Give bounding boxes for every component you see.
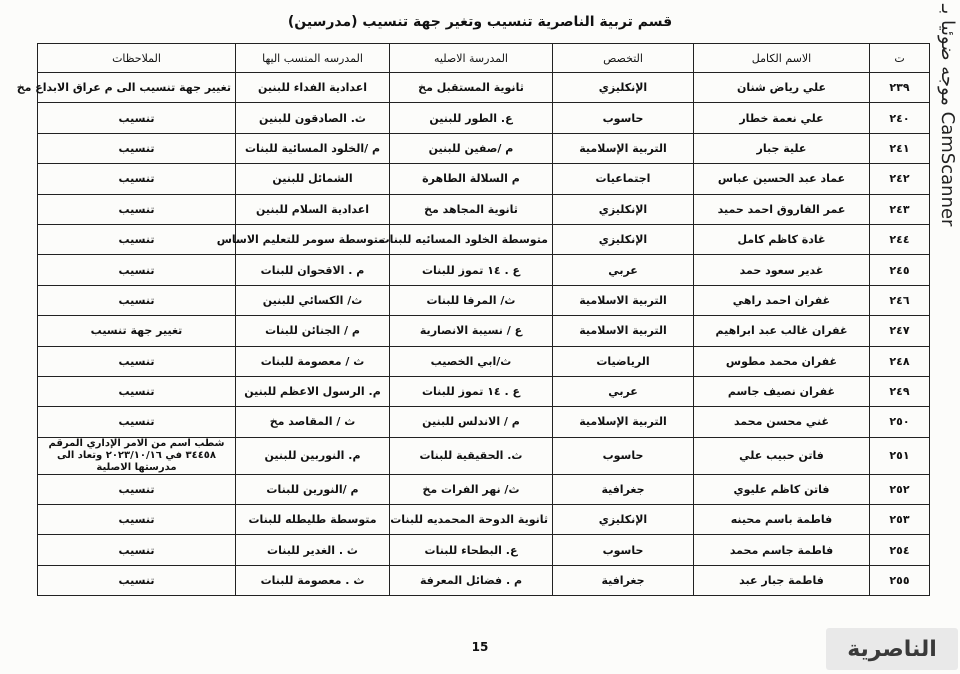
cell-notes: تنسيب xyxy=(38,164,236,194)
cell-destination-school: م /الخلود المسائية للبنات xyxy=(236,133,390,163)
cell-specialty: الإنكليزي xyxy=(553,194,694,224)
cell-num: ٢٤٧ xyxy=(870,316,930,346)
cell-num: ٢٤٥ xyxy=(870,255,930,285)
cell-name: غادة كاظم كامل xyxy=(694,224,870,254)
cell-specialty: التربية الاسلامية xyxy=(553,285,694,315)
cell-original-school: ع . ١٤ تموز للبنات xyxy=(390,376,553,406)
cell-destination-school: ث / المقاصد مخ xyxy=(236,407,390,437)
cell-specialty: حاسوب xyxy=(553,437,694,474)
cell-specialty: الإنكليزي xyxy=(553,505,694,535)
table-row xyxy=(38,346,930,376)
cell-original-school: ع / نسيبة الانصارية xyxy=(390,316,553,346)
cell-specialty: الرياضيات xyxy=(553,346,694,376)
cell-destination-school: ث. الصادقون للبنين xyxy=(236,103,390,133)
table-body xyxy=(16,73,930,596)
cell-destination-school: اعدادية السلام للبنين xyxy=(236,194,390,224)
table-row xyxy=(38,194,930,224)
cell-notes: تنسيب xyxy=(38,194,236,224)
cell-destination-school: متوسطة طليطله للبنات xyxy=(236,505,390,535)
cell-original-school: م السلالة الطاهرة xyxy=(390,164,553,194)
page-number: 15 xyxy=(471,640,489,654)
cell-destination-school: ث . الغدير للبنات xyxy=(236,535,390,565)
header-original-school: المدرسة الاصليه xyxy=(390,44,553,73)
table-header-row xyxy=(38,44,930,73)
cell-name: علي نعمة خطار xyxy=(694,103,870,133)
table-row xyxy=(38,103,930,133)
header-num: ت xyxy=(870,44,930,73)
assignment-table xyxy=(16,43,930,596)
cell-specialty: حاسوب xyxy=(553,535,694,565)
cell-num: ٢٤٣ xyxy=(870,194,930,224)
table-row xyxy=(38,133,930,163)
table-row xyxy=(38,565,930,595)
table-row xyxy=(38,316,930,346)
header-destination-school: المدرسه المنسب اليها xyxy=(236,44,390,73)
cell-notes: تنسيب xyxy=(38,103,236,133)
cell-notes: تنسيب xyxy=(38,346,236,376)
cell-name: عمر الفاروق احمد حميد xyxy=(694,194,870,224)
table-row xyxy=(38,505,930,535)
cell-name: عماد عبد الحسين عباس xyxy=(694,164,870,194)
cell-num: ٢٤١ xyxy=(870,133,930,163)
cell-destination-school: ث . معصومة للبنات xyxy=(236,565,390,595)
cell-destination-school: الشمائل للبنين xyxy=(236,164,390,194)
cell-original-school: م /صفين للبنين xyxy=(390,133,553,163)
header-notes: الملاحظات xyxy=(38,44,236,73)
cell-notes: تنسيب xyxy=(38,474,236,504)
cell-num: ٢٤٨ xyxy=(870,346,930,376)
cell-original-school: ع. البطحاء للبنات xyxy=(390,535,553,565)
cell-original-school: م / الاندلس للبنين xyxy=(390,407,553,437)
table-row xyxy=(38,224,930,254)
cell-notes: تنسيب xyxy=(38,376,236,406)
cell-original-school: م . فضائل المعرفة xyxy=(390,565,553,595)
cell-name: علية جبار xyxy=(694,133,870,163)
cell-name: فاطمة جاسم محمد xyxy=(694,535,870,565)
cell-notes: تنسيب xyxy=(38,133,236,163)
cell-notes: تنسيب xyxy=(38,565,236,595)
cell-original-school: ثانوية المستقبل مخ xyxy=(390,73,553,103)
cell-specialty: التربية الإسلامية xyxy=(553,407,694,437)
header-name: الاسم الكامل xyxy=(694,44,870,73)
cell-name: غفران نصيف جاسم xyxy=(694,376,870,406)
table-row xyxy=(38,285,930,315)
cell-name: غني محسن محمد xyxy=(694,407,870,437)
cell-specialty: جغرافية xyxy=(553,474,694,504)
cell-destination-school: ث / معصومة للبنات xyxy=(236,346,390,376)
cell-specialty: اجتماعيات xyxy=(553,164,694,194)
table-row xyxy=(38,73,930,103)
cell-original-school: ع . ١٤ تموز للبنات xyxy=(390,255,553,285)
cell-destination-school: ث/ الكسائي للبنين xyxy=(236,285,390,315)
cell-specialty: عربي xyxy=(553,376,694,406)
cell-specialty: التربية الاسلامية xyxy=(553,316,694,346)
cell-original-school: متوسطة الخلود المسائيه للبنات xyxy=(390,224,553,254)
cell-original-school: ع. الطور للبنين xyxy=(390,103,553,133)
cell-notes: تنسيب xyxy=(38,285,236,315)
cell-specialty: الإنكليزي xyxy=(553,224,694,254)
cell-num: ٢٤٦ xyxy=(870,285,930,315)
table-row xyxy=(38,535,930,565)
alnasiriya-logo: الناصرية xyxy=(826,628,958,670)
cell-name: غفران احمد راهي xyxy=(694,285,870,315)
table-row xyxy=(38,376,930,406)
cell-num: ٢٥٤ xyxy=(870,535,930,565)
cell-notes: تغيير جهة تنسيب xyxy=(38,316,236,346)
cell-name: علي رياض شنان xyxy=(694,73,870,103)
cell-notes: تنسيب xyxy=(38,224,236,254)
cell-destination-school: م / الجنائن للبنات xyxy=(236,316,390,346)
table-row xyxy=(38,437,930,474)
cell-num: ٢٣٩ xyxy=(870,73,930,103)
header-specialty: التخصص xyxy=(553,44,694,73)
cell-name: فاتن كاظم عليوي xyxy=(694,474,870,504)
document-title: قسم تربية الناصرية تنسيب وتغير جهة تنسيب (مدرسين) xyxy=(287,14,673,30)
cell-specialty: عربي xyxy=(553,255,694,285)
cell-original-school: ث/ نهر الفرات مخ xyxy=(390,474,553,504)
cell-original-school: ثانوية المجاهد مخ xyxy=(390,194,553,224)
cell-num: ٢٥٥ xyxy=(870,565,930,595)
cell-destination-school: اعدادية الفداء للبنين xyxy=(236,73,390,103)
cell-specialty: التربية الإسلامية xyxy=(553,133,694,163)
cell-notes: تنسيب xyxy=(38,255,236,285)
cell-name: غفران محمد مطوس xyxy=(694,346,870,376)
cell-notes: تنسيب xyxy=(38,505,236,535)
cell-num: ٢٥١ xyxy=(870,437,930,474)
cell-name: غفران غالب عبد ابراهيم xyxy=(694,316,870,346)
scanner-watermark: موجه ضوئيا بـ CamScanner xyxy=(937,4,958,227)
cell-original-school: ث. الحقيقية للبنات xyxy=(390,437,553,474)
cell-notes: شطب اسم من الامر الإداري المرقم ٣٤٤٥٨ في ٢٠٢٣/١٠/١٦ وتعاد الى مدرستها الاصلية xyxy=(38,437,236,474)
cell-name: فاطمة باسم محينه xyxy=(694,505,870,535)
cell-num: ٢٤٠ xyxy=(870,103,930,133)
cell-original-school: ث/ابي الخصيب xyxy=(390,346,553,376)
cell-notes: تنسيب xyxy=(38,407,236,437)
cell-specialty: الإنكليزي xyxy=(553,73,694,103)
cell-destination-school: متوسطة سومر للتعليم الاساس xyxy=(236,224,390,254)
table-row xyxy=(38,407,930,437)
cell-num: ٢٥٣ xyxy=(870,505,930,535)
table-row xyxy=(38,164,930,194)
cell-destination-school: م /النورين للبنات xyxy=(236,474,390,504)
cell-num: ٢٤٩ xyxy=(870,376,930,406)
cell-name: فاتن حبيب علي xyxy=(694,437,870,474)
cell-destination-school: م. النوربين للبنين xyxy=(236,437,390,474)
cell-num: ٢٥٢ xyxy=(870,474,930,504)
cell-specialty: حاسوب xyxy=(553,103,694,133)
cell-num: ٢٤٤ xyxy=(870,224,930,254)
cell-destination-school: م . الاقحوان للبنات xyxy=(236,255,390,285)
cell-notes: تغيير جهة تنسيب الى م عراق الابداع مخ xyxy=(38,73,236,103)
cell-original-school: ثانوية الدوحة المحمديه للبنات xyxy=(390,505,553,535)
cell-num: ٢٥٠ xyxy=(870,407,930,437)
table-row xyxy=(38,474,930,504)
cell-name: غدير سعود حمد xyxy=(694,255,870,285)
cell-original-school: ث/ المرفا للبنات xyxy=(390,285,553,315)
cell-num: ٢٤٢ xyxy=(870,164,930,194)
cell-destination-school: م. الرسول الاعظم للبنين xyxy=(236,376,390,406)
cell-specialty: جغرافية xyxy=(553,565,694,595)
cell-name: فاطمة جبار عبد xyxy=(694,565,870,595)
cell-notes: تنسيب xyxy=(38,535,236,565)
table-row xyxy=(38,255,930,285)
